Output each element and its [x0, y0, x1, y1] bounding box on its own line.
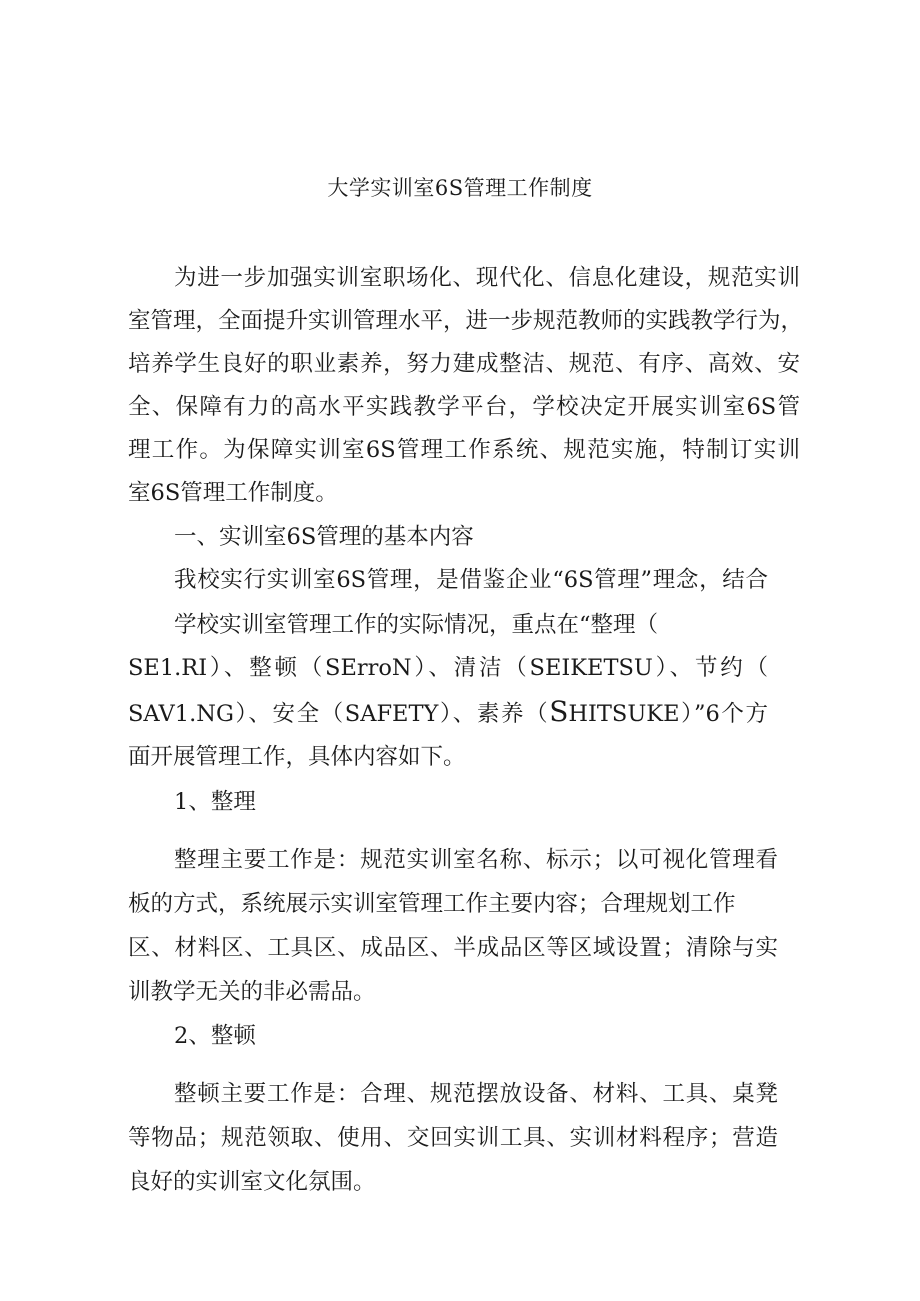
text-line: 学校实训室管理工作的实际情况，重点在“整理（ — [174, 612, 659, 638]
text-line: 理工作。为保障实训室6S管理工作系统、规范实施，特制订实训 — [128, 437, 800, 463]
text-line: 为进一步加强实训室职场化、现代化、信息化建设，规范实训 — [174, 265, 800, 291]
text-line: 区、材料区、工具区、成品区、半成品区等区域设置；清除与实 — [128, 935, 778, 961]
section-1-paragraph — [128, 559, 768, 779]
item-2-paragraph — [128, 1072, 778, 1204]
item-1-paragraph — [128, 838, 778, 1014]
item-1-heading: 1、整理 — [174, 789, 256, 815]
document-title: 大学实训室6S管理工作制度 — [327, 176, 593, 200]
text-line: 室管理，全面提升实训管理水平，进一步规范教师的实践教学行为， — [128, 308, 804, 334]
text-line: 室6S管理工作制度。 — [128, 480, 338, 506]
text-line: 整顿主要工作是：合理、规范摆放设备、材料、工具、桌凳 — [174, 1081, 778, 1107]
text-segment: HITSUKE）”6个方 — [568, 701, 768, 727]
text-line: 板的方式，系统展示实训室管理工作主要内容；合理规划工作 — [128, 891, 736, 917]
text-line: 等物品；规范领取、使用、交回实训工具、实训材料程序；营造 — [128, 1125, 778, 1151]
text-line — [128, 690, 768, 736]
text-line: 良好的实训室文化氛围。 — [128, 1169, 376, 1195]
intro-paragraph — [128, 257, 804, 515]
text-line: 培养学生良好的职业素养，努力建成整洁、规范、有序、高效、安 — [128, 351, 800, 377]
text-line: 训教学无关的非必需品。 — [128, 979, 376, 1005]
text-line: 面开展管理工作，具体内容如下。 — [128, 744, 466, 770]
text-line: 整理主要工作是：规范实训室名称、标示；以可视化管理看 — [174, 847, 778, 873]
text-line: 我校实行实训室6S管理，是借鉴企业“6S管理”理念，结合 — [174, 567, 768, 593]
item-2-heading: 2、整顿 — [174, 1023, 256, 1049]
text-segment: S — [549, 695, 569, 728]
text-segment: SAV1.NG）、安全（SAFETY）、素养（ — [128, 701, 550, 727]
text-line: SE1.RI）、整顿（SErroN）、清洁（SEIKETSU）、节约（ — [128, 655, 768, 681]
section-1-heading: 一、实训室6S管理的基本内容 — [174, 524, 474, 550]
text-line: 全、保障有力的高水平实践教学平台，学校决定开展实训室6S管 — [128, 394, 800, 420]
